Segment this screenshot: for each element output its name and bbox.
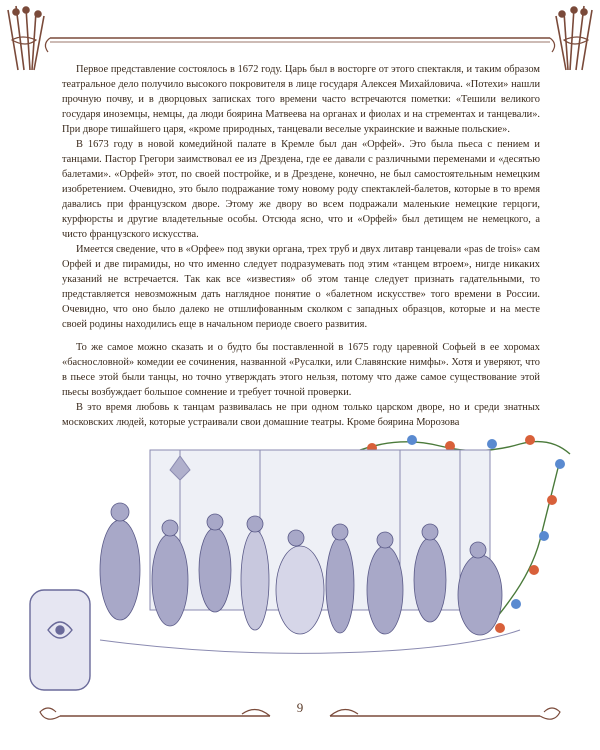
article-text [62,62,540,430]
page-number: 9 [296,700,304,715]
ornate-chair-icon [30,590,90,690]
right-ornament-icon [556,6,592,70]
bottom-ornamental-frame [0,690,600,750]
paragraph: Имеется сведение, что в «Орфее» под звуки органа, трех труб и двух литавр танцевали «pas de trois» сам Орфей и две пирамиды, но что именно следует подразумевать под этим «танцем втроем», нигде никаких указаний не встречается. Так как все «известия» об этом танце следует признать гадательными, то представляется невозможным дать наглядное понятие о «балетном искусстве» того времени в России. Очевидно, что оно было далеко не отшлифованным сколком с западных образцов, которые и на месте своей родины находились еще в начальном периоде своего развития. [62,244,540,330]
paragraph: Первое представление состоялось в 1672 году. Царь был в восторге от этого спектакля, и таким образом театральное дело получило высокого покровителя в лице государя Алексея Михайловича. «Потехи» нашли прочную почву, и в дворцовых записках того времени часто встречаются пометки: «Тешили великого государя иноземцы, немцы, да люди боярина Матвеева на органах и фиолах и на стрементах и танцевали». При дворе тишайшего царя, «кроме природных, танцевали веселые украинские и важные польские». [62,64,540,135]
ball-scene-illustration [0,420,600,700]
paragraph: То же самое можно сказать и о будто бы поставленной в 1675 году царевной Софьей в ее хоромах «баснословной» комедии ее сочинения, названной «Русалки, или Славянские нимфы». Хотя и уверяют, что в пьесе этой были танцы, но точно утверждать этого нельзя, потому что даже самое существование этой пьесы возбуждает большое сомнение и требует точной проверки. [62,342,540,398]
floor-line [100,630,520,653]
paragraph: В 1673 году в новой комедийной палате в Кремле был дан «Орфей». Это была пьеса с пением и танцами. Пастор Грегори заимствовал ее из Дрездена, где ее давали с различными переменами и «десятью балетами». «Орфей» этот, по своей постройке, и в Дрездене, конечно, не был самостоятельным немецким изобретением. Очевидно, это было подражание тому новому роду спектаклей-балетов, которые в то время давались при французском дворе. Этому же двору во всем подражали маленькие немецкие герцоги, курфюрсты и другие владетельные особы. Отсюда ясно, что и «Орфей» был детищем не немецкого, а чисто французского искусства. [62,139,540,240]
paragraph: В это время любовь к танцам развивалась не при одном только царском дворе, но и среди знатных московских людей, которые устраивали свои домашние театры. Кроме боярина Морозова [62,402,540,428]
left-ornament-icon [8,6,44,70]
top-rule [45,38,554,52]
